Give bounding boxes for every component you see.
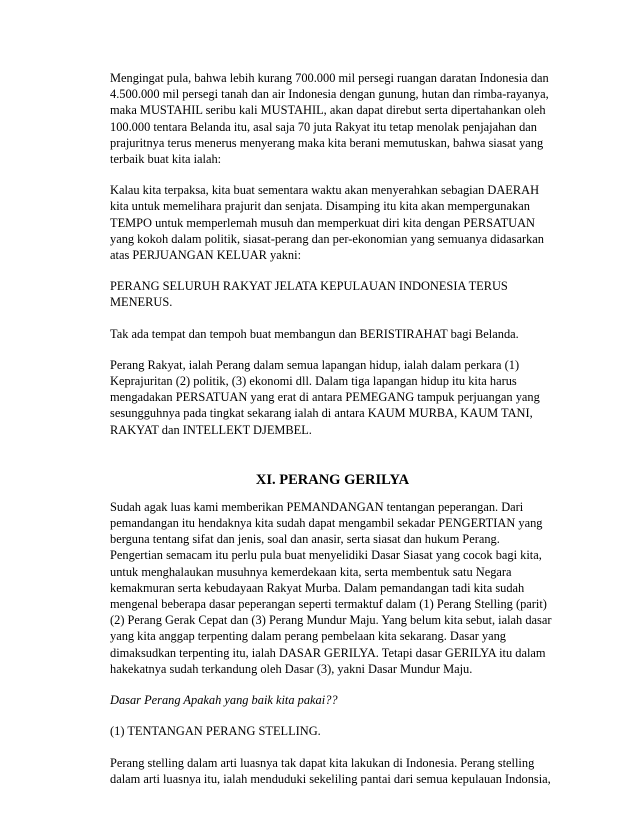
paragraph-no-rest: Tak ada tempat dan tempoh buat membangun dan BERISTIRAHAT bagi Belanda. <box>110 326 519 341</box>
document-page <box>110 70 555 802</box>
italic-question: Dasar Perang Apakah yang baik kita pakai?? <box>110 693 338 708</box>
paragraph-slogan: PERANG SELURUH RAKYAT JELATA KEPULAUAN INDONESIA TERUS MENERUS. <box>110 279 508 310</box>
paragraph-stelling: Perang stelling dalam arti luasnya tak dapat kita lakukan di Indonesia. Perang stelling dalam arti luasnya itu, ialah menduduki sekeliling pantai dari semua kepulauan Indonsia, <box>110 755 551 786</box>
paragraph-strategy: Kalau kita terpaksa, kita buat sementara waktu akan menyerahkan sebagian DAERAH kita untuk memelihara prajurit dan senjata. Disamping itu kita akan mempergunakan TEMPO untuk memperlemah musuh dan memperkuat diri kita dengan PERSATUAN yang kokoh dalam politik, siasat-perang dan per-ekonomian yang semuanya didasarkan atas PERJUANGAN KELUAR yakni: <box>110 183 544 263</box>
chapter-heading: XI. PERANG GERILYA <box>255 471 410 488</box>
paragraph-people-war: Perang Rakyat, ialah Perang dalam semua lapangan hidup, ialah dalam perkara (1) Keprajuritan (2) politik, (3) ekonomi dll. Dalam tiga lapangan hidup itu kita harus mengadakan PERSATUAN yang erat di antara PEMEGANG tampuk perjuangan yang sesungguhnya pada tingkat sekarang ialah di antara KAUM MURBA, KAUM TANI, RAKYAT dan INTELLEKT DJEMBEL. <box>110 357 540 437</box>
subsection-title: (1) TENTANGAN PERANG STELLING. <box>110 724 321 739</box>
paragraph-area-argument: Mengingat pula, bahwa lebih kurang 700.000 mil persegi ruangan daratan Indonesia dan 4.500.000 mil persegi tanah dan air Indonesia dengan gunung, hutan dan rimba-rayanya, maka MUSTAHIL seribu kali MUSTAHIL, akan dapat direbut serta dipertahankan oleh 100.000 tentara Belanda itu, asal saja 70 juta Rakyat itu tetap menolak penjajahan dan prajuritnya terus menerus menyerang maka kita berani memutuskan, bahwa siasat yang terbaik buat kita ialah: <box>110 71 549 167</box>
paragraph-gerilya-intro: Sudah agak luas kami memberikan PEMANDANGAN tentangan peperangan. Dari pemandangan itu hendaknya kita sudah dapat mengambil sekadar PENGERTIAN yang berguna tentang sifat dan jenis, soal dan anasir, serta siasat dan hukum Perang. Pengertian semacam itu perlu pula buat menyelidiki Dasar Siasat yang cocok bagi kita, untuk menghalaukan musuhnya kemerdekaan kita, serta membentuk satu Negara kemakmuran serta kebudayaan Rakyat Murba. Dalam pemandangan tadi kita sudah mengenal beberapa dasar peperangan seperti termaktuf dalam (1) Perang Stelling (parit) (2) Perang Gerak Cepat dan (3) Perang Mundur Maju. Yang belum kita sebut, ialah dasar yang kita anggap terpenting dalam perang pembelaan kita sekarang. Dasar yang dimaksudkan terpenting itu, ialah DASAR GERILYA. Tetapi dasar GERILYA itu dalam hakekatnya sudah terkandung oleh Dasar (3), yakni Dasar Mundur Maju. <box>110 499 552 676</box>
